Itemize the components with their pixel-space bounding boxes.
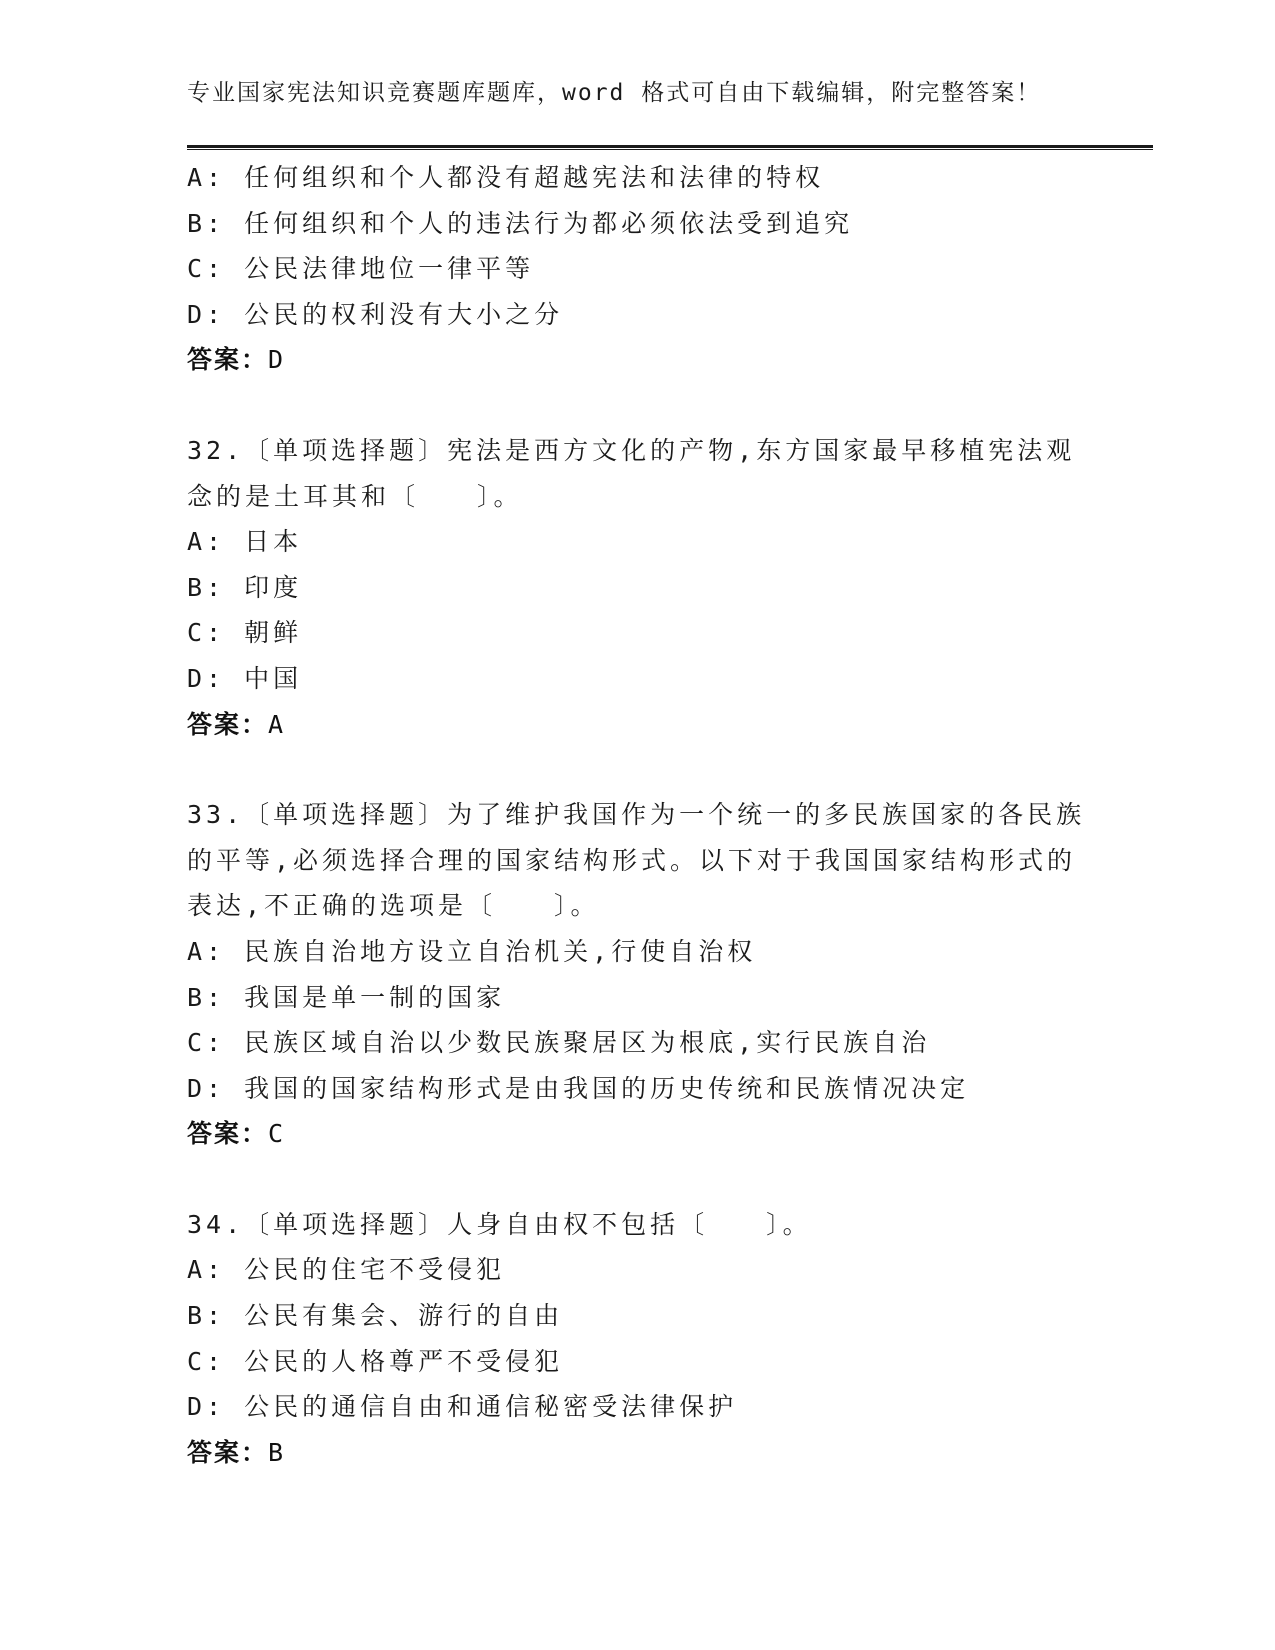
answer-line (187, 1430, 1087, 1476)
answer-line (187, 702, 1087, 748)
question-32 (187, 428, 1087, 747)
answer-label: 答案： (187, 1119, 269, 1149)
option-b: B: 公民有集会、游行的自由 (187, 1301, 564, 1331)
option-c: C: 公民法律地位一律平等 (187, 254, 535, 284)
option-b: B: 任何组织和个人的违法行为都必须依法受到追究 (187, 208, 854, 238)
answer-line (187, 1111, 1087, 1157)
answer-label: 答案： (187, 345, 269, 375)
answer-line (187, 337, 1087, 383)
option-c: C: 朝鲜 (187, 618, 303, 648)
option-a: A: 公民的住宅不受侵犯 (187, 1255, 506, 1285)
option-a: A: 日本 (187, 527, 303, 557)
answer-value: C (268, 1119, 286, 1149)
option-c: C: 公民的人格尊严不受侵犯 (187, 1346, 564, 1376)
option-a: A: 民族自治地方设立自治机关,行使自治权 (187, 936, 757, 966)
question-stem: 34.〔单项选择题〕人身自由权不包括〔 〕。 (187, 1209, 812, 1239)
answer-value: D (268, 345, 286, 375)
option-a: A: 任何组织和个人都没有超越宪法和法律的特权 (187, 163, 825, 192)
question-34 (187, 1202, 1087, 1476)
option-b: B: 印度 (187, 572, 303, 602)
answer-label: 答案： (187, 1437, 269, 1467)
option-b: B: 我国是单一制的国家 (187, 982, 506, 1012)
previous-question-block (187, 155, 1087, 383)
option-d: D: 我国的国家结构形式是由我国的历史传统和民族情况决定 (187, 1073, 970, 1103)
question-stem: 表达,不正确的选项是〔 〕。 (187, 891, 600, 921)
page-header: 专业国家宪法知识竞赛题库题库，word 格式可自由下载编辑，附完整答案！ (187, 80, 1042, 106)
header-divider (187, 145, 1153, 152)
answer-label: 答案： (187, 709, 269, 739)
question-stem: 念的是土耳其和〔 〕。 (187, 481, 523, 511)
option-d: D: 中国 (187, 663, 303, 693)
option-d: D: 公民的权利没有大小之分 (187, 299, 564, 329)
question-stem: 32.〔单项选择题〕宪法是西方文化的产物,东方国家最早移植宪法观 (187, 435, 1076, 465)
question-33 (187, 792, 1087, 1157)
question-stem: 的平等,必须选择合理的国家结构形式。以下对于我国国家结构形式的 (187, 845, 1077, 875)
option-d: D: 公民的通信自由和通信秘密受法律保护 (187, 1392, 738, 1422)
answer-value: B (268, 1437, 286, 1467)
answer-value: A (268, 709, 286, 739)
question-stem: 33.〔单项选择题〕为了维护我国作为一个统一的多民族国家的各民族 (187, 800, 1086, 830)
option-c: C: 民族区域自治以少数民族聚居区为根底,实行民族自治 (187, 1028, 931, 1058)
document-body (187, 155, 1087, 1475)
